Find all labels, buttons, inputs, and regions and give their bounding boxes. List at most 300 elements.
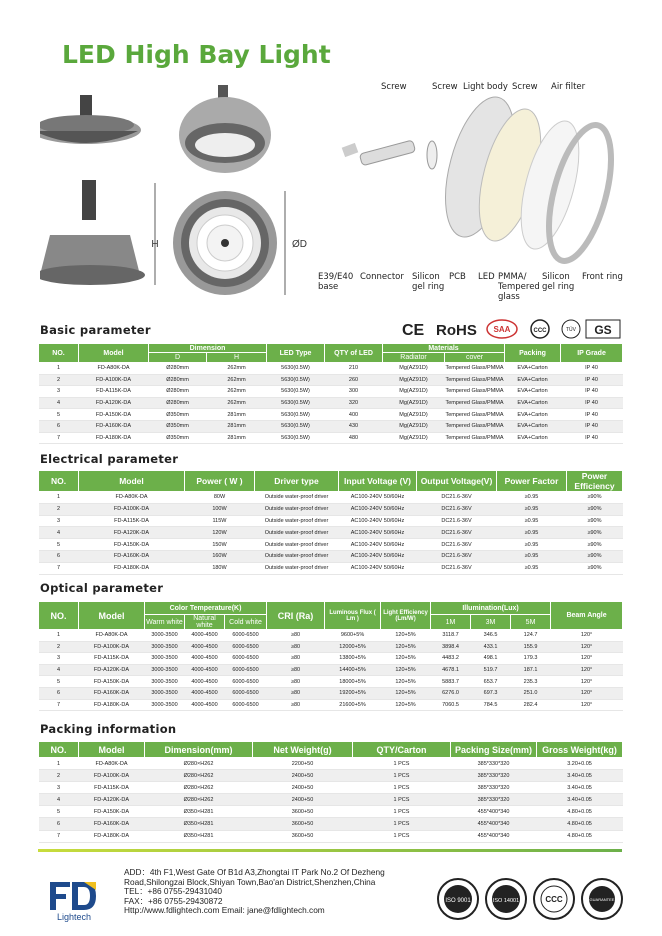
dim-d-label: ØD [292,239,307,250]
table-cell: Ø350mm [149,409,207,421]
table-cell: 2200+50 [253,758,353,770]
table-cell: Ø280×H262 [145,770,253,782]
table-cell: FD-A120K-DA [79,664,145,676]
table-cell: FD-A160K-DA [79,687,145,699]
table-cell: 7060.5 [431,699,471,711]
packing-table [38,741,623,843]
table-cell: 5630(0.5W) [267,374,325,386]
packing-row [39,770,623,782]
table-cell: FD-A115K-DA [79,386,149,398]
table-cell: AC100-240V 50/60Hz [339,539,417,551]
table-cell: 3 [39,782,79,794]
table-cell: FD-A150K-DA [79,676,145,688]
table-cell: 5630(0.5W) [267,409,325,421]
table-cell: 262mm [207,397,267,409]
table-cell: FD-A100K-DA [79,770,145,782]
table-cell: 13800+5% [325,653,381,665]
col-natural: Natural white [185,615,225,630]
guarantee-seal [582,879,622,919]
table-cell: 115W [185,515,255,527]
table-cell: IP 40 [561,409,623,421]
table-cell: 6000-6500 [225,653,267,665]
table-cell: FD-A180K-DA [79,562,185,574]
table-cell: 18000+5% [325,676,381,688]
table-cell: 6 [39,818,79,830]
table-cell: 6 [39,550,79,562]
table-cell: 6000-6500 [225,699,267,711]
electrical-row [39,492,623,504]
table-cell: Outside water-proof driver [255,562,339,574]
saa-logo: SAA [493,325,511,334]
table-cell: 400 [325,409,383,421]
table-cell: ≥80 [267,699,325,711]
table-cell: ≥80 [267,676,325,688]
table-cell: 7 [39,562,79,574]
table-cell: 3.40+0.05 [537,782,623,794]
table-cell: 120° [551,687,623,699]
table-cell: 235.3 [511,676,551,688]
table-cell: 6000-6500 [225,687,267,699]
col-qty-led: QTY of LED [325,344,383,363]
table-cell: ≥90% [567,550,623,562]
table-cell: 281mm [207,409,267,421]
table-cell: 6000-6500 [225,664,267,676]
table-cell: AC100-240V 50/60Hz [339,503,417,515]
column-header: QTY/Carton [353,742,451,758]
column-header: Driver type [255,471,339,492]
table-cell: ≥0.95 [497,527,567,539]
table-cell: 1 [39,363,79,375]
table-cell: 433.1 [471,641,511,653]
table-cell: DC21.6-36V [417,562,497,574]
basic-row [39,409,623,421]
table-cell: ≥0.95 [497,562,567,574]
table-cell: 5883.7 [431,676,471,688]
electrical-row [39,527,623,539]
table-cell: 120+5% [381,664,431,676]
table-cell: 346.5 [471,630,511,642]
table-cell: FD-A120K-DA [79,397,149,409]
basic-row [39,386,623,398]
table-cell: 19200+5% [325,687,381,699]
table-cell: IP 40 [561,420,623,432]
col-h: H [207,353,267,363]
ccc-logo: CCC [533,328,547,334]
table-cell: 5 [39,539,79,551]
table-cell: 12000+5% [325,641,381,653]
table-cell: Ø280mm [149,397,207,409]
table-cell: ≥90% [567,515,623,527]
table-cell: 4 [39,664,79,676]
table-cell: EVA+Carton [505,420,561,432]
table-cell: 4000-4500 [185,630,225,642]
table-cell: IP 40 [561,432,623,444]
column-header: Net Weight(g) [253,742,353,758]
table-cell: 6276.0 [431,687,471,699]
table-cell: 3.40+0.05 [537,770,623,782]
table-cell: DC21.6-36V [417,550,497,562]
table-cell: EVA+Carton [505,409,561,421]
svg-text:GUARANTEE: GUARANTEE [589,897,615,902]
table-cell: ≥0.95 [497,515,567,527]
col-color-temp: Color Temperature(K) [145,602,267,615]
table-cell: 1 [39,758,79,770]
table-cell: 5 [39,806,79,818]
table-cell: 4 [39,527,79,539]
table-cell: DC21.6-36V [417,539,497,551]
table-cell: Tempered Glass/PMMA [445,409,505,421]
table-cell: 120° [551,641,623,653]
table-cell: 120+5% [381,687,431,699]
rohs-logo: RoHS [436,322,477,339]
table-cell: 3000-3500 [145,699,185,711]
column-header: Dimension(mm) [145,742,253,758]
table-cell: FD-A160K-DA [79,420,149,432]
table-cell: 4000-4500 [185,664,225,676]
table-cell: ≥80 [267,687,325,699]
label-light-body: Light body [463,82,508,92]
table-cell: 697.3 [471,687,511,699]
table-cell: 3000-3500 [145,630,185,642]
table-cell: 4678.1 [431,664,471,676]
table-cell: 3118.7 [431,630,471,642]
table-cell: 5630(0.5W) [267,397,325,409]
table-cell: Mg(AZ91D) [383,432,445,444]
table-cell: 155.9 [511,641,551,653]
table-cell: 2 [39,503,79,515]
tuv-logo: TÜV [566,327,576,333]
table-cell: EVA+Carton [505,432,561,444]
packing-heading: Packing information [40,722,177,736]
table-cell: Tempered Glass/PMMA [445,363,505,375]
table-cell: Ø280×H262 [145,782,253,794]
table-cell: EVA+Carton [505,374,561,386]
label-base: E39/E40 base [318,272,354,292]
table-cell: 653.7 [471,676,511,688]
table-cell: 1 PCS [353,794,451,806]
svg-text:ISO 14001: ISO 14001 [492,898,520,904]
table-cell: FD-A115K-DA [79,782,145,794]
table-cell: 3000-3500 [145,653,185,665]
table-cell: Ø350×H281 [145,818,253,830]
table-cell: 262mm [207,386,267,398]
table-cell: 4.80+0.05 [537,818,623,830]
fax: FAX：+86 0755-29430872 [124,895,223,906]
col-illumination: Illumination(Lux) [431,602,551,615]
table-cell: 120° [551,630,623,642]
col-flux: Luminous Flux ( Lm ) [325,602,381,630]
table-cell: AC100-240V 50/60Hz [339,492,417,504]
table-cell: 4 [39,794,79,806]
basic-row [39,397,623,409]
table-cell: 1 PCS [353,830,451,842]
lamp-side-view-1 [40,95,141,144]
iso14001-seal [486,879,526,919]
table-cell: ≥80 [267,664,325,676]
col-5m: 5M [511,615,551,630]
table-cell: 282.4 [511,699,551,711]
table-cell: 3.40+0.05 [537,794,623,806]
lamp-front-view [173,191,307,295]
table-cell: FD-A115K-DA [79,653,145,665]
table-cell: 385*330*320 [451,758,537,770]
col-model: Model [79,602,145,630]
table-cell: 180W [185,562,255,574]
col-cold: Cold white [225,615,267,630]
table-cell: 455*400*340 [451,830,537,842]
table-cell: 281mm [207,432,267,444]
table-cell: 120+5% [381,676,431,688]
table-cell: Ø350×H281 [145,830,253,842]
table-cell: Outside water-proof driver [255,527,339,539]
table-cell: DC21.6-36V [417,503,497,515]
table-cell: 385*330*320 [451,794,537,806]
table-cell: 80W [185,492,255,504]
column-header: Output Voltage(V) [417,471,497,492]
table-cell: 2400+50 [253,794,353,806]
table-cell: 2400+50 [253,782,353,794]
table-cell: 5 [39,409,79,421]
table-cell: 5630(0.5W) [267,363,325,375]
table-cell: 455*400*340 [451,806,537,818]
table-cell: AC100-240V 50/60Hz [339,515,417,527]
col-efficiency: Light Efficiency (Lm/W) [381,602,431,630]
table-cell: 120° [551,653,623,665]
col-cover: cover [445,353,505,363]
table-cell: FD-A180K-DA [79,699,145,711]
table-cell: 4000-4500 [185,676,225,688]
table-cell: FD-A120K-DA [79,794,145,806]
table-cell: 3600+50 [253,806,353,818]
column-header: Packing Size(mm) [451,742,537,758]
table-cell: 519.7 [471,664,511,676]
optical-row [39,653,623,665]
optical-row [39,630,623,642]
table-cell: 120+5% [381,641,431,653]
column-header: NO. [39,742,79,758]
basic-row [39,432,623,444]
table-cell: Tempered Glass/PMMA [445,397,505,409]
table-cell: Mg(AZ91D) [383,397,445,409]
address-line-1: ADD：4th F1,West Gate Of B1d A3,Zhongtai IT Park No.2 Of Dezheng [124,867,385,877]
table-cell: 4000-4500 [185,687,225,699]
column-header: Power ( W ) [185,471,255,492]
table-cell: IP 40 [561,374,623,386]
table-cell: 1 PCS [353,770,451,782]
table-cell: ≥90% [567,527,623,539]
packing-row [39,830,623,842]
table-cell: 120+5% [381,699,431,711]
label-pmma: PMMA/ Tempered glass [498,272,540,302]
electrical-table [38,470,623,575]
table-cell: 1 [39,492,79,504]
optical-row [39,641,623,653]
table-cell: 5 [39,676,79,688]
fd-lightech-logo [44,880,122,922]
table-cell: Ø280mm [149,363,207,375]
label-screw-3: Screw [512,82,538,92]
basic-row [39,420,623,432]
table-cell: Tempered Glass/PMMA [445,432,505,444]
col-led-type: LED Type [267,344,325,363]
table-cell: 1 PCS [353,758,451,770]
table-cell: DC21.6-36V [417,527,497,539]
label-screw-2: Screw [432,82,458,92]
col-dimension: Dimension [149,344,267,353]
table-cell: FD-A80K-DA [79,363,149,375]
table-cell: 3000-3500 [145,641,185,653]
table-cell: AC100-240V 50/60Hz [339,550,417,562]
table-cell: FD-A100K-DA [79,503,185,515]
table-cell: 1 PCS [353,818,451,830]
table-cell: 3 [39,386,79,398]
table-cell: ≥80 [267,653,325,665]
lamp-side-view-2 [40,180,159,285]
packing-row [39,818,623,830]
table-cell: 385*330*320 [451,770,537,782]
electrical-row [39,515,623,527]
table-cell: EVA+Carton [505,386,561,398]
table-cell: Mg(AZ91D) [383,409,445,421]
table-cell: 281mm [207,420,267,432]
label-silicon-ring-1: Silicon gel ring [412,272,445,292]
col-materials: Materials [383,344,505,353]
table-cell: 7 [39,699,79,711]
table-cell: Outside water-proof driver [255,539,339,551]
svg-text:ISO 9001: ISO 9001 [445,898,471,904]
table-cell: 120° [551,664,623,676]
table-cell: FD-A150K-DA [79,539,185,551]
table-cell: EVA+Carton [505,397,561,409]
table-cell: 6 [39,420,79,432]
basic-row [39,363,623,375]
table-cell: 3898.4 [431,641,471,653]
optical-row [39,664,623,676]
table-cell: 150W [185,539,255,551]
footer-divider [38,849,622,852]
page-title: LED High Bay Light [62,40,331,69]
col-model: Model [79,344,149,363]
table-cell: 784.5 [471,699,511,711]
table-cell: 187.1 [511,664,551,676]
table-cell: ≥90% [567,492,623,504]
table-cell: Outside water-proof driver [255,550,339,562]
table-cell: 6000-6500 [225,676,267,688]
table-cell: 1 PCS [353,782,451,794]
table-cell: 2 [39,374,79,386]
column-header: Power Efficiency [567,471,623,492]
label-led: LED [478,272,495,282]
svg-text:CCC: CCC [545,895,563,904]
electrical-row [39,539,623,551]
table-cell: 124.7 [511,630,551,642]
table-cell: 5630(0.5W) [267,432,325,444]
electrical-row [39,503,623,515]
table-cell: 6000-6500 [225,630,267,642]
col-ip: IP Grade [561,344,623,363]
table-cell: 5630(0.5W) [267,420,325,432]
table-cell: FD-A160K-DA [79,550,185,562]
table-cell: FD-A80K-DA [79,630,145,642]
tel: TEL：+86 0755-29431040 [124,886,223,896]
table-cell: Ø280mm [149,374,207,386]
table-cell: Tempered Glass/PMMA [445,386,505,398]
col-cri: CRI (Ra) [267,602,325,630]
table-cell: 4 [39,397,79,409]
table-cell: IP 40 [561,363,623,375]
table-cell: FD-A100K-DA [79,374,149,386]
col-no: NO. [39,602,79,630]
website-email: Http://www.fdlightech.com Email: jane@fdlightech.com [124,905,325,915]
table-cell: Ø350×H281 [145,806,253,818]
basic-row [39,374,623,386]
label-screw-1: Screw [381,82,407,92]
certification-seals [436,876,626,922]
table-cell: Ø280×H262 [145,758,253,770]
table-cell: 3600+50 [253,818,353,830]
gs-logo: GS [594,323,612,337]
table-cell: Ø280mm [149,386,207,398]
column-header: Model [79,471,185,492]
table-cell: 120+5% [381,630,431,642]
electrical-row [39,562,623,574]
table-cell: DC21.6-36V [417,515,497,527]
table-cell: ≥80 [267,641,325,653]
optical-row [39,687,623,699]
table-cell: 5630(0.5W) [267,386,325,398]
table-cell: 320 [325,397,383,409]
lamp-angle-view [179,85,271,173]
table-cell: IP 40 [561,386,623,398]
label-air-filter: Air filter [551,82,586,92]
label-pcb: PCB [449,272,466,282]
table-cell: 3000-3500 [145,676,185,688]
table-cell: Outside water-proof driver [255,515,339,527]
table-cell: ≥80 [267,630,325,642]
table-cell: 1 PCS [353,806,451,818]
column-header: Input Voltage (V) [339,471,417,492]
table-cell: Mg(AZ91D) [383,363,445,375]
table-cell: Tempered Glass/PMMA [445,420,505,432]
packing-row [39,806,623,818]
table-cell: DC21.6-36V [417,492,497,504]
column-header: Power Factor [497,471,567,492]
table-cell: 6000-6500 [225,641,267,653]
table-cell: Ø350mm [149,420,207,432]
table-cell: 100W [185,503,255,515]
col-3m: 3M [471,615,511,630]
table-cell: 120° [551,699,623,711]
table-cell: 3 [39,515,79,527]
table-cell: 2400+50 [253,770,353,782]
packing-row [39,758,623,770]
table-cell: 3.20+0.05 [537,758,623,770]
table-cell: 262mm [207,374,267,386]
table-cell: 210 [325,363,383,375]
table-cell: 160W [185,550,255,562]
table-cell: 4000-4500 [185,653,225,665]
table-cell: AC100-240V 50/60Hz [339,562,417,574]
table-cell: 2 [39,641,79,653]
column-header: Model [79,742,145,758]
col-1m: 1M [431,615,471,630]
table-cell: 1 [39,630,79,642]
table-cell: Ø350mm [149,432,207,444]
table-cell: FD-A160K-DA [79,818,145,830]
column-header: NO. [39,471,79,492]
table-cell: 430 [325,420,383,432]
table-cell: 6 [39,687,79,699]
